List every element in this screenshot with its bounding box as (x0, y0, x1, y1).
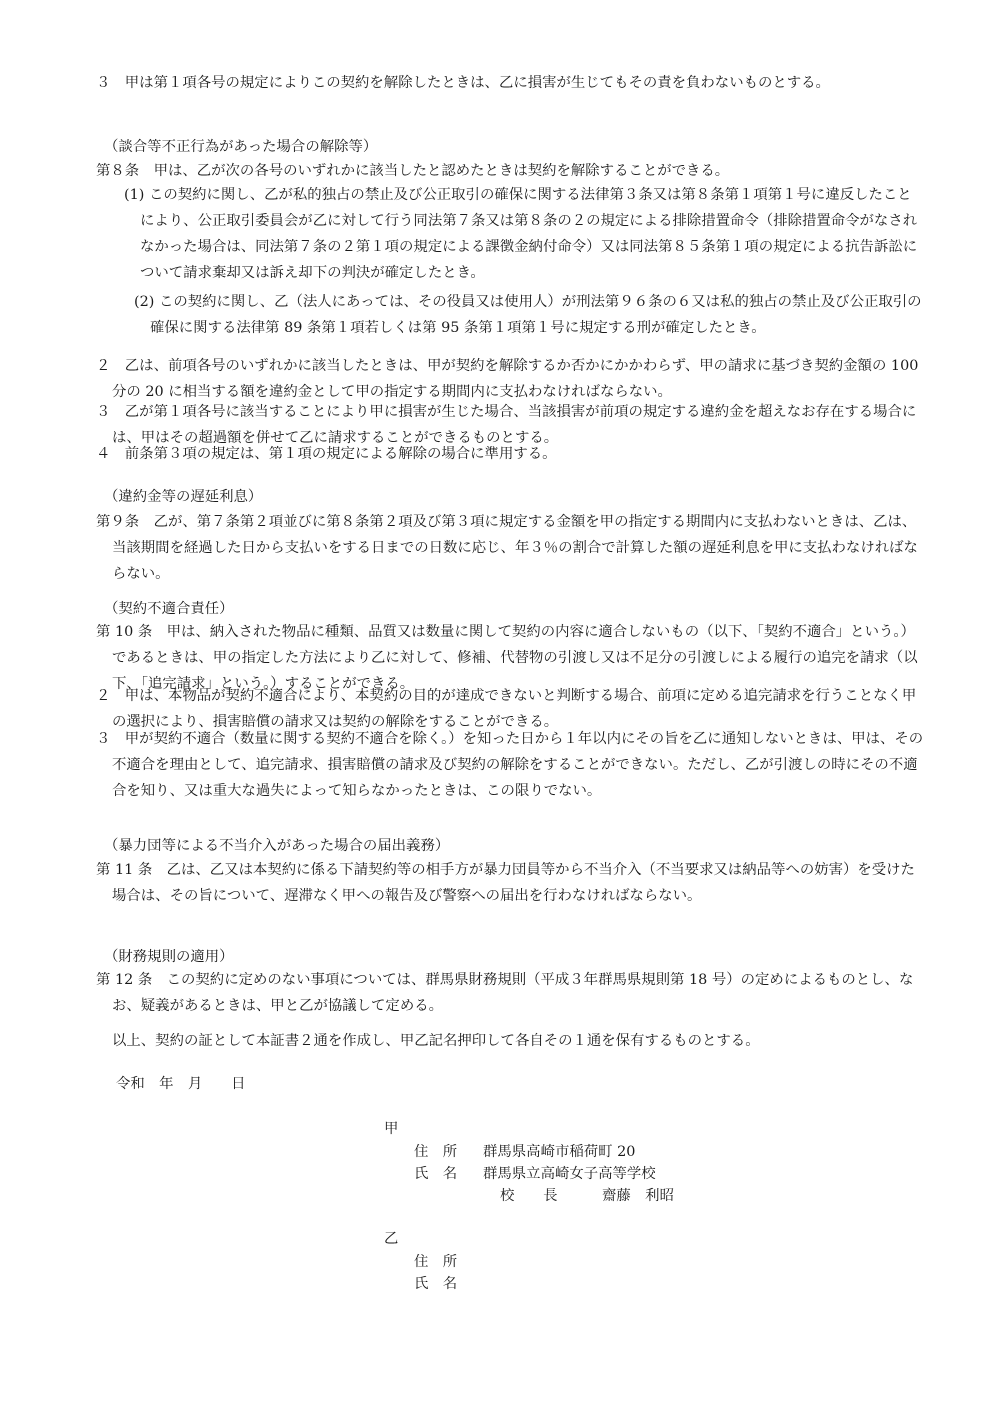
contract-date: 令和 年 月 日 (116, 1076, 246, 1092)
article10-paragraph3: ３ 甲が契約不適合（数量に関する契約不適合を除く。）を知った日から１年以内にその旨を乙に通知しないときは、甲は、その不適合を理由として、追完請求、損害賠償の請求及び契約の解除をすることができない。ただし、乙が引渡しの時にその不適合を知り、又は重大な過失によって知らなかったときは、この限りでない。 (96, 731, 924, 799)
party-b-name-label: 氏 名 (414, 1276, 458, 1292)
party-a-address: 群馬県高崎市稲荷町 20 (483, 1144, 636, 1160)
article10-heading: （契約不適合責任） (104, 601, 234, 617)
article9-main: 第９条 乙が、第７条第２項並びに第８条第２項及び第３項に規定する金額を甲の指定する期間内に支払わないときは、乙は、当該期間を経過した日から支払いをする日までの日数に応じ、年３％の割合で計算した額の遅延利息を甲に支払わなければならない。 (96, 514, 918, 582)
party-a-address-label: 住 所 (414, 1144, 458, 1160)
party-a-person: 齋藤 利昭 (602, 1188, 674, 1204)
party-a-title: 校 長 (500, 1188, 558, 1204)
article8-paragraph4: ４ 前条第３項の規定は、第１項の規定による解除の場合に準用する。 (96, 446, 557, 462)
party-a-name-label: 氏 名 (414, 1166, 458, 1182)
article8-main: 第８条 甲は、乙が次の各号のいずれかに該当したと認めたときは契約を解除することができる。 (96, 163, 730, 179)
article8-paragraph2: ２ 乙は、前項各号のいずれかに該当したときは、甲が契約を解除するか否かにかかわらず、甲の請求に基づき契約金額の 100 分の 20 に相当する額を違約金として甲の指定する期間内に支払わなければならない。 (96, 358, 919, 400)
article12-heading: （財務規則の適用） (104, 949, 234, 965)
article7-paragraph3: ３ 甲は第１項各号の規定によりこの契約を解除したときは、乙に損害が生じてもその責を負わないものとする。 (96, 75, 830, 91)
article8-paragraph3: ３ 乙が第１項各号に該当することにより甲に損害が生じた場合、当該損害が前項の規定する違約金を超えなお存在する場合には、甲はその超過額を併せて乙に請求することができるものとする。 (96, 404, 917, 446)
article11-heading: （暴力団等による不当介入があった場合の届出義務） (104, 838, 450, 854)
article11-main: 第 11 条 乙は、乙又は本契約に係る下請契約等の相手方が暴力団員等から不当介入（不当要求又は納品等への妨害）を受けた場合は、その旨について、遅滞なく甲への報告及び警察への届出を行わなければならない。 (96, 862, 915, 904)
party-a-name: 群馬県立高崎女子高等学校 (483, 1166, 656, 1182)
party-b-label: 乙 (384, 1231, 399, 1247)
party-a-label: 甲 (384, 1121, 399, 1137)
closing-statement: 以上、契約の証として本証書２通を作成し、甲乙記名押印して各自その１通を保有するものとする。 (112, 1033, 760, 1049)
article8-item1: (1) この契約に関し、乙が私的独占の禁止及び公正取引の確保に関する法律第３条又は第８条第１項第１号に違反したことにより、公正取引委員会が乙に対して行う同法第７条又は第８条の２の規定による排除措置命令（排除措置命令がなされなかった場合は、同法第７条の２第１項の規定による課徴金納付命令）又は同法第８５条第１項の規定による抗告訴訟について請求棄却又は訴え却下の判決が確定したとき。 (124, 187, 918, 281)
article8-heading: （談合等不正行為があった場合の解除等） (104, 139, 378, 155)
party-b-address-label: 住 所 (414, 1254, 458, 1270)
article12-main: 第 12 条 この契約に定めのない事項については、群馬県財務規則（平成３年群馬県規則第 18 号）の定めによるものとし、なお、疑義があるときは、甲と乙が協議して定める。 (96, 972, 914, 1014)
article10-paragraph2: ２ 甲は、本物品が契約不適合により、本契約の目的が達成できないと判断する場合、前項に定める追完請求を行うことなく甲の選択により、損害賠償の請求又は契約の解除をすることができる。 (96, 688, 917, 730)
article8-item2: (2) この契約に関し、乙（法人にあっては、その役員又は使用人）が刑法第９６条の６又は私的独占の禁止及び公正取引の確保に関する法律第 89 条第１項若しくは第 95 条第１項第１号に規定する刑が確定したとき。 (134, 294, 922, 336)
article9-heading: （違約金等の遅延利息） (104, 489, 263, 505)
article10-main: 第 10 条 甲は、納入された物品に種類、品質又は数量に関して契約の内容に適合しないもの（以下、「契約不適合」という。）であるときは、甲の指定した方法により乙に対して、修補、代替物の引渡し又は不足分の引渡しによる履行の追完を請求（以下、「追完請求」という。）することができる。 (96, 624, 918, 692)
